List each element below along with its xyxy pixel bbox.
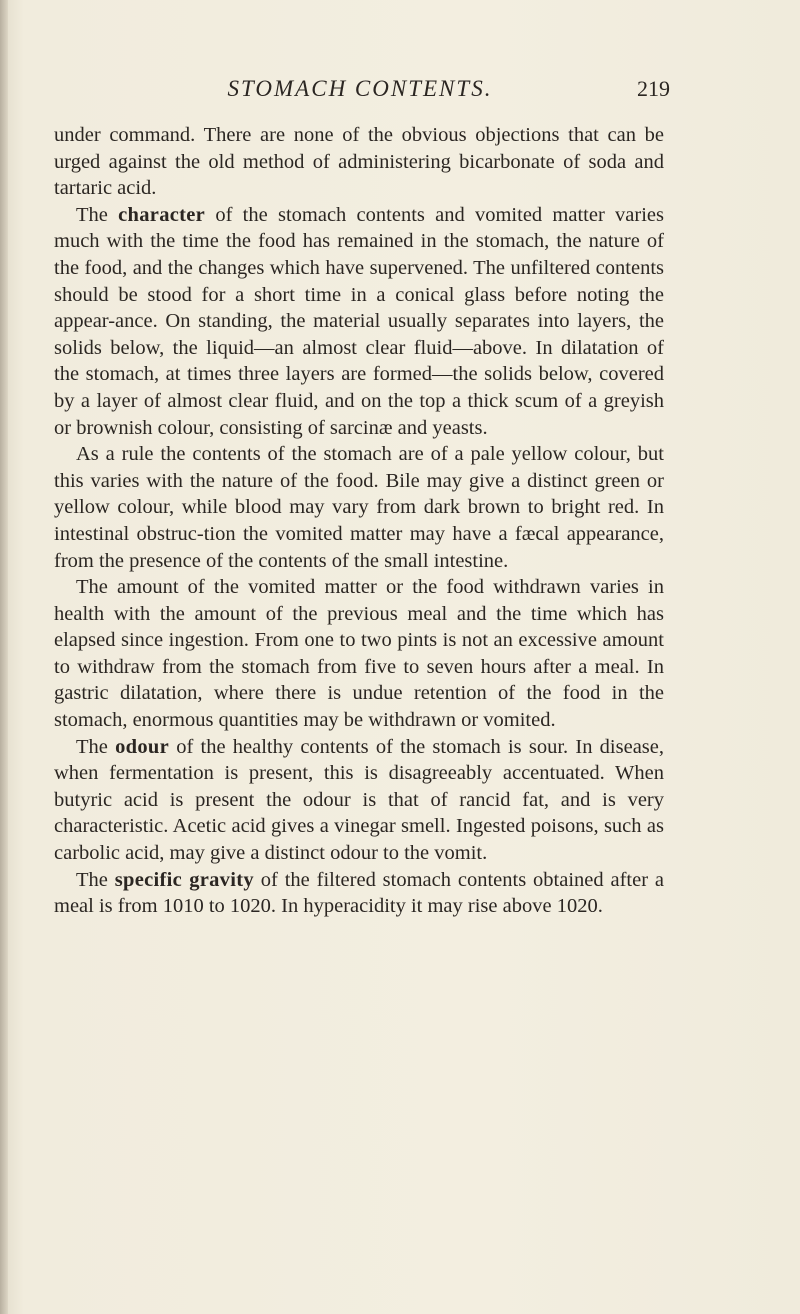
paragraph-character (54, 202, 664, 441)
running-head: STOMACH CONTENTS. (227, 76, 493, 101)
body-text (54, 122, 664, 920)
paragraph-text: of the healthy contents of the stomach is sour. In disease, when fermentation is present, this is disagreeably accentuated. When butyric acid is present the odour is that of rancid fat, and is very characteristic. Acetic acid gives a vinegar smell. Ingested poisons, such as carbolic acid, may give a distinct odour to the vomit. (54, 735, 664, 865)
paragraph-text: under command. There are none of the obvious objections that can be urged against the old method of administering bicarbonate of soda and tartaric acid. (54, 124, 664, 200)
paragraph-text: of the filtered stomach contents obtained after a meal is from 1010 to 1020. In hyperacidity it may rise above 1020. (54, 868, 664, 918)
paragraph-amount (54, 574, 664, 734)
term-character: character (118, 203, 206, 226)
paragraph-colour (54, 441, 664, 574)
term-specific-gravity: specific gravity (114, 868, 254, 891)
paragraph-lead: The (76, 735, 116, 758)
paragraph-odour (54, 734, 664, 867)
paragraph-lead: The (76, 868, 115, 891)
paragraph-lead: The (76, 203, 119, 226)
paragraph-specific-gravity (54, 867, 664, 920)
paragraph-text: As a rule the contents of the stomach are of a pale yellow colour, but this varies with the nature of the food. Bile may give a distinct green or yellow colour, while blood may vary from dark brown to bright red. In intestinal obstruc-tion the vomited matter may have a fæcal appearance, from the presence of the contents of the small intestine. (54, 443, 664, 572)
page-header (60, 74, 670, 104)
paragraph-text: The amount of the vomited matter or the food withdrawn varies in health with the amount of the previous meal and the time which has elapsed since ingestion. From one to two pints is not an excessive amount to withdraw from the stomach from five to seven hours after a meal. In gastric dilatation, where there is undue retention of the food in the stomach, enormous quantities may be withdrawn or vomited. (54, 576, 664, 732)
paragraph-text: of the stomach contents and vomited matter varies much with the time the food has remained in the stomach, the nature of the food, and the changes which have supervened. The unfiltered contents should be stood for a short time in a conical glass before noting the appear-ance. On standing, the material usually separates into layers, the solids below, the liquid—an almost clear fluid—above. In dilatation of the stomach, at times three layers are formed—the solids below, covered by a layer of almost clear fluid, and on the top a thick scum of a greyish or brownish colour, consisting of sarcinæ and yeasts. (54, 203, 664, 439)
term-odour: odour (115, 735, 169, 758)
page-binding-edge (0, 0, 8, 1314)
paragraph-continuation (54, 122, 664, 202)
page-number: 219 (637, 76, 670, 101)
